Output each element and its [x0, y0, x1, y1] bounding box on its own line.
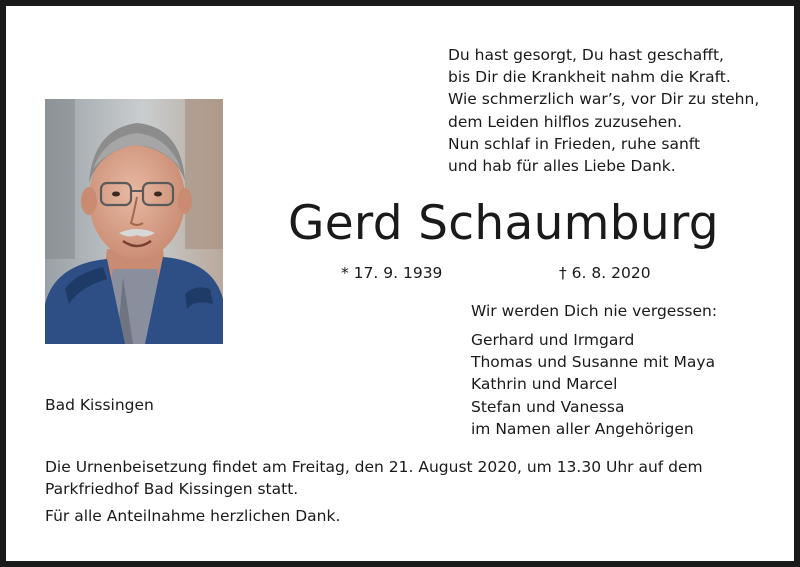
poem-line: und hab für alles Liebe Dank. [448, 157, 676, 176]
thanks-line: Für alle Anteilnahme herzlichen Dank. [45, 507, 341, 525]
mourner-entry: Kathrin und Marcel [471, 375, 618, 394]
mourners-list [471, 329, 715, 440]
memorial-poem [448, 44, 759, 177]
funeral-notice [45, 456, 703, 500]
mourners-intro: Wir werden Dich nie vergessen: [471, 302, 718, 320]
notice-line: Parkfriedhof Bad Kissingen statt. [45, 480, 299, 499]
poem-line: dem Leiden hilflos zuzusehen. [448, 112, 683, 131]
death-date: † 6. 8. 2020 [559, 264, 651, 282]
portrait-photo [45, 99, 223, 344]
mourner-entry: Stefan und Vanessa [471, 397, 625, 416]
poem-line: bis Dir die Krankheit nahm die Kraft. [448, 68, 731, 87]
mourner-entry: im Namen aller Angehörigen [471, 419, 694, 438]
deceased-name: Gerd Schaumburg [288, 196, 719, 251]
birth-date: * 17. 9. 1939 [341, 264, 443, 282]
notice-line: Die Urnenbeisetzung findet am Freitag, den 21. August 2020, um 13.30 Uhr auf dem [45, 458, 703, 476]
poem-line: Wie schmerzlich war’s, vor Dir zu stehn, [448, 90, 760, 109]
mourner-entry: Gerhard und Irmgard [471, 331, 635, 349]
place-name: Bad Kissingen [45, 396, 154, 414]
poem-line: Du hast gesorgt, Du hast geschafft, [448, 46, 724, 64]
mourner-entry: Thomas und Susanne mit Maya [471, 353, 716, 372]
poem-line: Nun schlaf in Frieden, ruhe sanft [448, 134, 701, 153]
